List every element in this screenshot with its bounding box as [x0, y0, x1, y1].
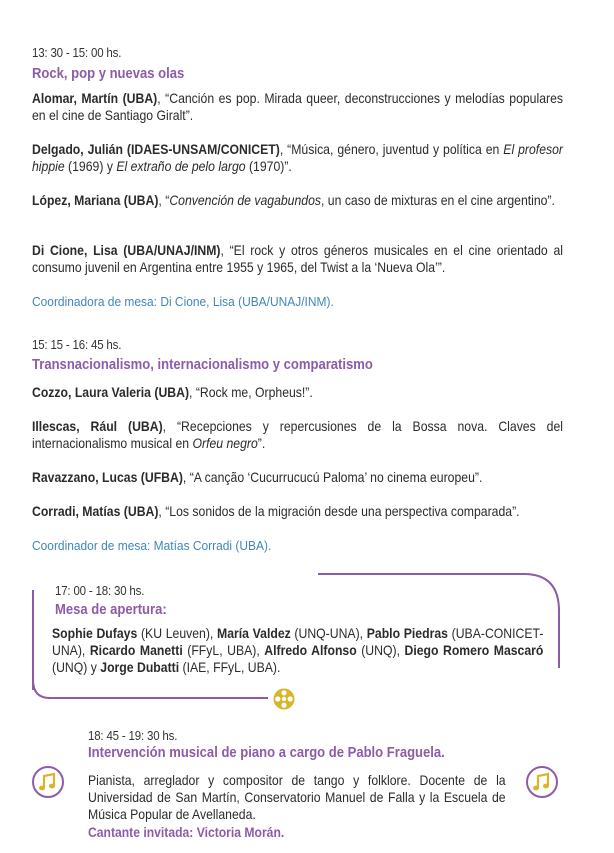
entry-author: López, Mariana (UBA)	[32, 193, 159, 208]
panelist-name: Alfredo Alfonso	[264, 643, 357, 658]
entry-author: Delgado, Julián (IDAES-UNSAM/CONICET)	[32, 142, 280, 157]
time-slot-3: 17: 00 - 18: 30 hs.	[55, 584, 145, 598]
frame-corner-top-right	[522, 573, 562, 613]
entry-text: (1970)”.	[245, 159, 292, 174]
panelist-affiliation: (IAE, FFyL, UBA).	[179, 660, 281, 675]
panelist-affiliation: (UNQ) y	[52, 660, 101, 675]
panelists-list	[52, 625, 543, 676]
entry-author: Di Cione, Lisa (UBA/UNAJ/INM)	[32, 243, 221, 258]
frame-right-line	[558, 608, 560, 668]
frame-bottom-line	[48, 697, 268, 699]
film-title: Convención de vagabundos	[169, 193, 322, 208]
film-reel-icon	[272, 687, 296, 711]
entry-author: Illescas, Rául (UBA)	[32, 419, 163, 434]
entry-author: Ravazzano, Lucas (UFBA)	[32, 470, 183, 485]
entry-ravazzano	[32, 469, 563, 486]
entry-cozzo	[32, 384, 563, 401]
section-title-mesa-apertura: Mesa de apertura:	[55, 602, 167, 618]
entry-text: , “Música, género, juventud y política en	[279, 142, 504, 157]
panelist-affiliation: (FFyL, UBA),	[182, 643, 265, 658]
film-title: Orfeu negro	[192, 436, 258, 451]
entry-illescas	[32, 418, 563, 452]
coordinator-note-2: Coordinador de mesa: Matías Corradi (UBA).	[32, 538, 272, 553]
entry-text: , “Rock me, Orpheus!”.	[189, 385, 313, 400]
entry-text: , “Recepciones y repercusiones de la Bossa nova. Claves del internacionalismo musical en	[32, 419, 564, 451]
frame-left-line	[32, 590, 34, 690]
music-note-icon	[526, 766, 558, 798]
entry-corradi	[32, 503, 563, 520]
film-title: El profesor hippie	[32, 142, 563, 174]
panelist-affiliation: (UNQ),	[356, 643, 405, 658]
panelist-name: Jorge Dubatti	[100, 660, 180, 675]
entry-lopez	[32, 192, 563, 209]
panelist-affiliation: (UNQ-UNA),	[290, 626, 367, 641]
entry-text: , “Los sonidos de la migración desde una perspectiva comparada”.	[158, 504, 520, 519]
pianist-description: Pianista, arreglador y compositor de tango y folklore. Docente de la Universidad de San Martín, Conservatorio Manuel de Falla y la Escuela de Música Popular de Avellaneda.	[88, 773, 506, 822]
film-title: El extraño de pelo largo	[116, 159, 246, 174]
panelist-affiliation: (KU Leuven),	[137, 626, 218, 641]
entry-text: ”.	[257, 436, 266, 451]
panelist-name: Pablo Piedras	[366, 626, 448, 641]
coordinator-note-1: Coordinadora de mesa: Di Cione, Lisa (UBA/UNAJ/INM).	[32, 294, 334, 309]
entry-text: , “El rock y otros géneros musicales en el cine orientado al consumo juvenil en Argentina entre 1955 y 1965, del Twist a la ‘Nueva Ola’”.	[32, 243, 563, 275]
frame-top-line	[318, 573, 526, 575]
panelist-name: Ricardo Manetti	[89, 643, 183, 658]
panelist-name: Sophie Dufays	[52, 626, 138, 641]
entry-dicione	[32, 242, 563, 276]
guest-singer: Cantante invitada: Victoria Morán.	[88, 825, 285, 840]
panelist-name: María Valdez	[217, 626, 291, 641]
panelist-affiliation: (UBA-CONICET-UNA),	[52, 626, 544, 658]
section-title-intervencion-musical: Intervención musical de piano a cargo de Pablo Fraguela.	[88, 745, 445, 761]
entry-alomar	[32, 90, 563, 124]
time-slot-2: 15: 15 - 16: 45 hs.	[32, 338, 122, 352]
entry-text: , “	[158, 193, 170, 208]
music-note-icon	[32, 766, 64, 798]
panelist-name: Diego Romero Mascaró	[404, 643, 544, 658]
entry-author: Alomar, Martín (UBA)	[32, 91, 158, 106]
entry-author: Corradi, Matías (UBA)	[32, 504, 159, 519]
section-title-rock-pop: Rock, pop y nuevas olas	[32, 66, 185, 82]
entry-author: Cozzo, Laura Valeria (UBA)	[32, 385, 190, 400]
entry-delgado	[32, 141, 563, 175]
entry-text: , “A canção ‘Cucurrucucú Paloma’ no cinema europeu”.	[182, 470, 483, 485]
section-title-transnacionalismo: Transnacionalismo, internacionalismo y comparatismo	[32, 357, 373, 373]
entry-text: , “Canción es pop. Mirada queer, deconstrucciones y melodías populares en el cine de Santiago Giralt”.	[32, 91, 564, 123]
entry-text: , un caso de mixturas en el cine argentino”.	[321, 193, 555, 208]
entry-text: (1969) y	[64, 159, 117, 174]
time-slot-1: 13: 30 - 15: 00 hs.	[32, 46, 122, 60]
time-slot-4: 18: 45 - 19: 30 hs.	[88, 729, 178, 743]
